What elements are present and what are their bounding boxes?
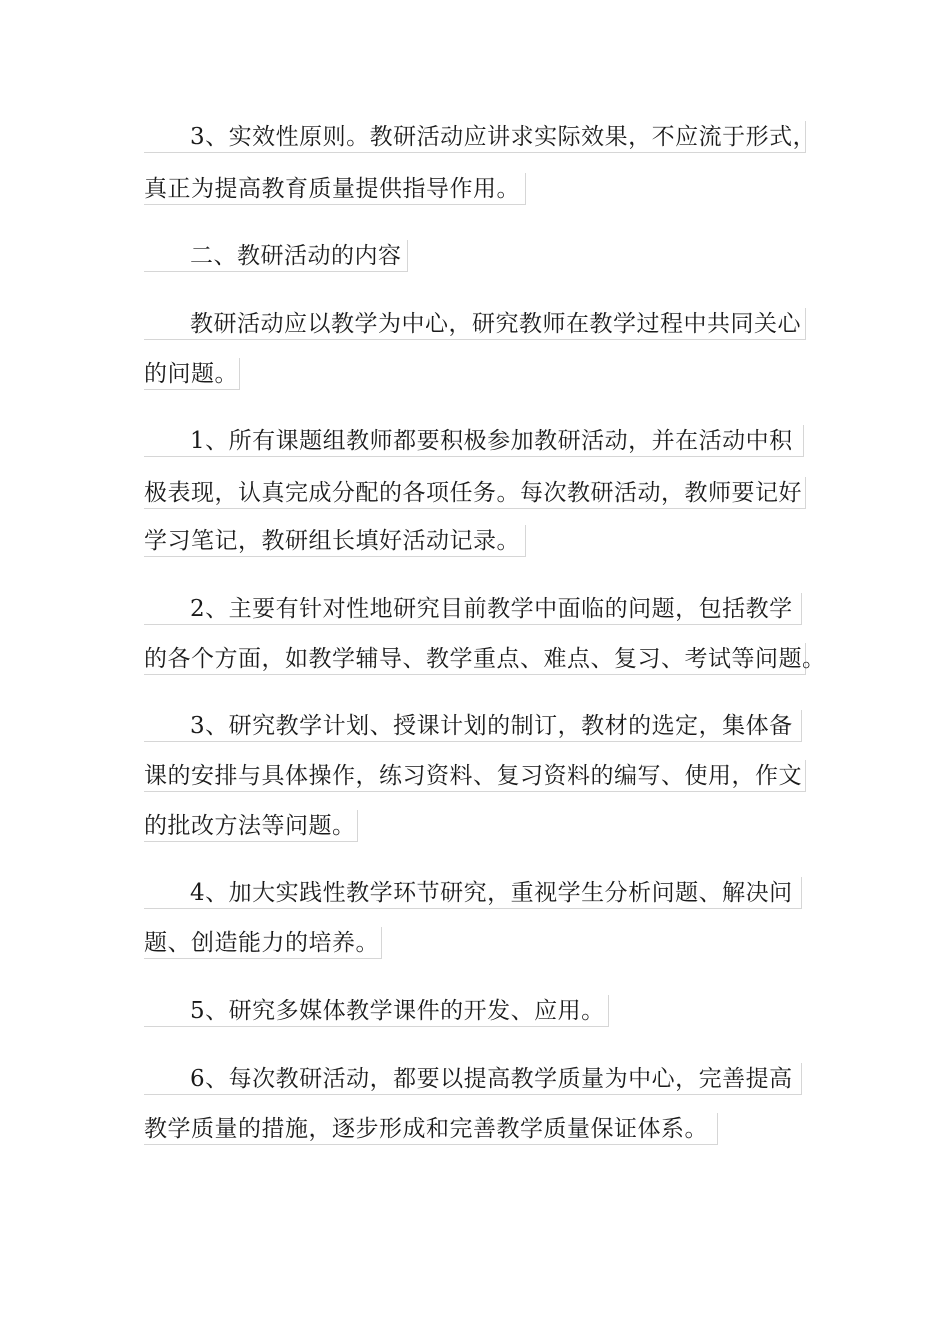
- text-line: 的批改方法等问题。: [144, 810, 358, 842]
- text-line: 的问题。: [144, 358, 240, 390]
- section-heading: 二、教研活动的内容: [144, 240, 408, 272]
- text-line: 5、研究多媒体教学课件的开发、应用。: [144, 995, 609, 1027]
- text-line: 1、所有课题组教师都要积极参加教研活动，并在活动中积: [144, 425, 804, 457]
- text-line: 真正为提高教育质量提供指导作用。: [144, 173, 526, 205]
- text-line: 的各个方面，如教学辅导、教学重点、难点、复习、考试等问题。: [144, 643, 806, 675]
- text-line: 4、加大实践性教学环节研究，重视学生分析问题、解决问: [144, 877, 802, 909]
- text-line: 教学质量的措施，逐步形成和完善教学质量保证体系。: [144, 1113, 718, 1145]
- text-line: 学习笔记，教研组长填好活动记录。: [144, 525, 526, 557]
- text-line: 6、每次教研活动，都要以提高教学质量为中心，完善提高: [144, 1063, 802, 1095]
- text-line: 课的安排与具体操作，练习资料、复习资料的编写、使用，作文: [144, 760, 806, 792]
- text-line: 教研活动应以教学为中心，研究教师在教学过程中共同关心: [144, 308, 806, 340]
- text-line: 极表现，认真完成分配的各项任务。每次教研活动，教师要记好: [144, 477, 806, 509]
- text-line: 2、主要有针对性地研究目前教学中面临的问题，包括教学: [144, 593, 802, 625]
- text-line: 题、创造能力的培养。: [144, 927, 382, 959]
- text-line: 3、实效性原则。教研活动应讲求实际效果，不应流于形式，: [144, 121, 806, 153]
- text-line: 3、研究教学计划、授课计划的制订，教材的选定，集体备: [144, 710, 802, 742]
